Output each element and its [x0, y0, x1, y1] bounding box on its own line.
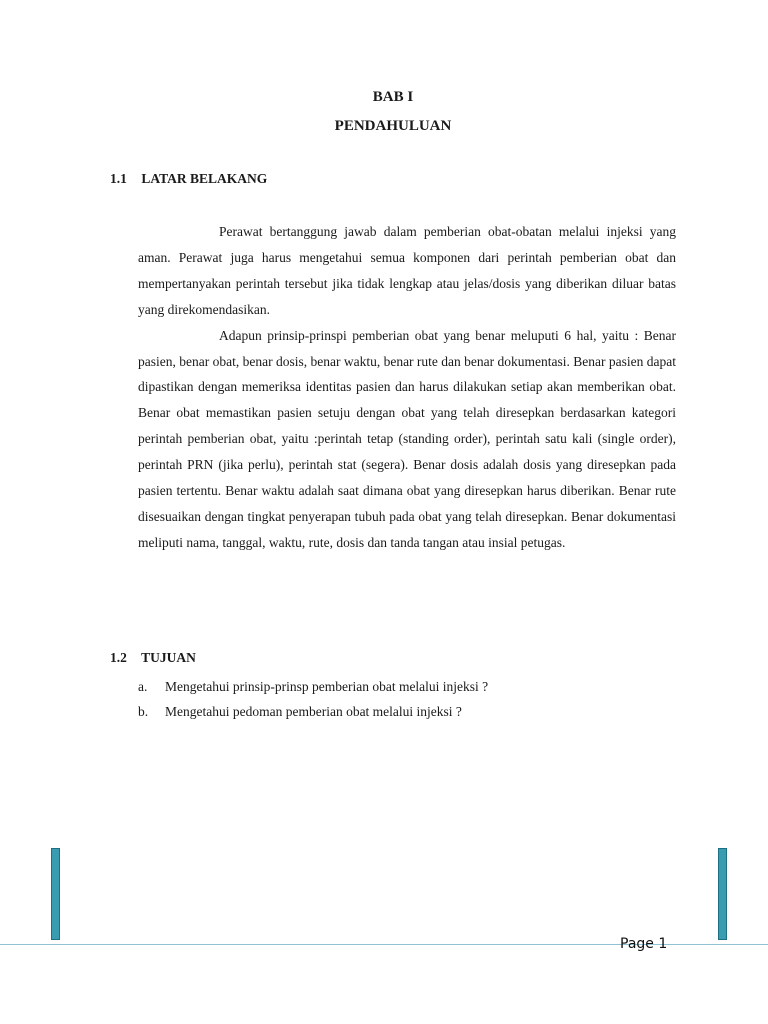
- section-heading-latar-belakang: [110, 171, 267, 187]
- paragraph: Perawat bertanggung jawab dalam pemberian obat-obatan melalui injeksi yang aman. Perawat juga harus mengetahui semua komponen dari perintah pemberian obat dan mempertanyakan perintah tersebut jika tidak lengkap atau jelas/dosis yang diberikan diluar batas yang direkomendasikan.: [138, 224, 676, 317]
- objectives-list: [138, 674, 678, 724]
- section-title: TUJUAN: [141, 650, 196, 665]
- list-item: [138, 699, 678, 724]
- section-number: 1.1: [110, 171, 127, 186]
- section-heading-tujuan: [110, 650, 196, 666]
- page-number: Page 1: [620, 936, 668, 952]
- list-item: [138, 674, 678, 699]
- list-item-text: Mengetahui prinsip-prinsp pemberian obat melalui injeksi ?: [165, 679, 489, 694]
- list-marker: b.: [138, 704, 149, 719]
- footer-accent-bar-left: [51, 848, 60, 940]
- list-marker: a.: [138, 679, 148, 694]
- section-body-latar-belakang: [138, 219, 676, 556]
- paragraph: Adapun prinsip-prinspi pemberian obat yang benar meluputi 6 hal, yaitu : Benar pasien, benar obat, benar dosis, benar waktu, benar rute dan benar dokumentasi. Benar pasien dapat dipastikan dengan memeriksa identitas pasien dan harus dilakukan setiap akan memberikan obat. Benar obat memastikan pasien setuju dengan obat yang telah diresepkan berdasarkan kategori perintah pemberian obat, yaitu :perintah tetap (standing order), perintah satu kali (single order), perintah PRN (jika perlu), perintah stat (segera). Benar dosis adalah dosis yang diresepkan pada pasien tertentu. Benar waktu adalah saat dimana obat yang diresepkan harus diberikan. Benar rute disesuaikan dengan tingkat penyerapan tubuh pada obat yang telah diresepkan. Benar dokumentasi meliputi nama, tanggal, waktu, rute, dosis dan tanda tangan atau insial petugas.: [138, 327, 676, 550]
- section-title: LATAR BELAKANG: [141, 171, 268, 186]
- footer-accent-bar-right: [718, 848, 727, 940]
- list-item-text: Mengetahui pedoman pemberian obat melalui injeksi ?: [165, 704, 462, 719]
- chapter-title: PENDAHULUAN: [334, 118, 452, 134]
- section-number: 1.2: [110, 650, 127, 665]
- chapter-label: BAB I: [372, 89, 414, 105]
